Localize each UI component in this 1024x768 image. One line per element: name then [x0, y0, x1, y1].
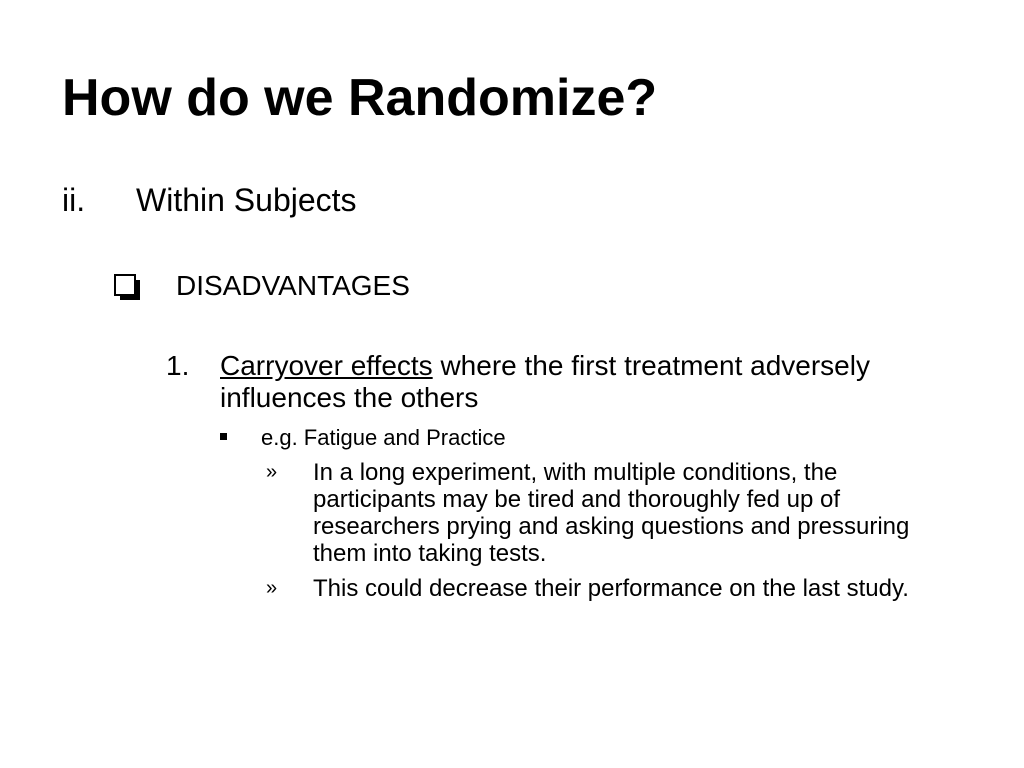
- level2-item: [114, 268, 410, 304]
- level2-text: DISADVANTAGES: [176, 270, 410, 301]
- level1-item: [62, 180, 357, 220]
- slide-title: How do we Randomize?: [62, 69, 658, 127]
- level1-text: Within Subjects: [136, 182, 357, 218]
- chevron-bullet-icon: »: [266, 577, 278, 599]
- square-bullet-icon: [220, 433, 227, 440]
- level5-text: In a long experiment, with multiple conditions, the participants may be tired and thoroughly fed up of researchers prying and asking questions and pressuring them into taking tests.: [313, 459, 910, 567]
- level3-item: [166, 350, 886, 414]
- level5-text: This could decrease their performance on the last study.: [313, 575, 909, 602]
- level3-text: [220, 350, 886, 414]
- level5-item: [266, 459, 966, 567]
- level1-number: ii.: [62, 182, 86, 218]
- level4-item: [218, 424, 506, 452]
- chevron-bullet-icon: »: [266, 461, 278, 483]
- level4-text: e.g. Fatigue and Practice: [261, 425, 506, 450]
- level3-number: 1.: [166, 350, 190, 381]
- checkbox-bullet-icon: [114, 274, 136, 296]
- level3-rest: where the first treatment adversely influences the others: [220, 350, 870, 413]
- level5-item: [266, 575, 966, 602]
- level3-underlined-term: Carryover effects: [220, 350, 433, 381]
